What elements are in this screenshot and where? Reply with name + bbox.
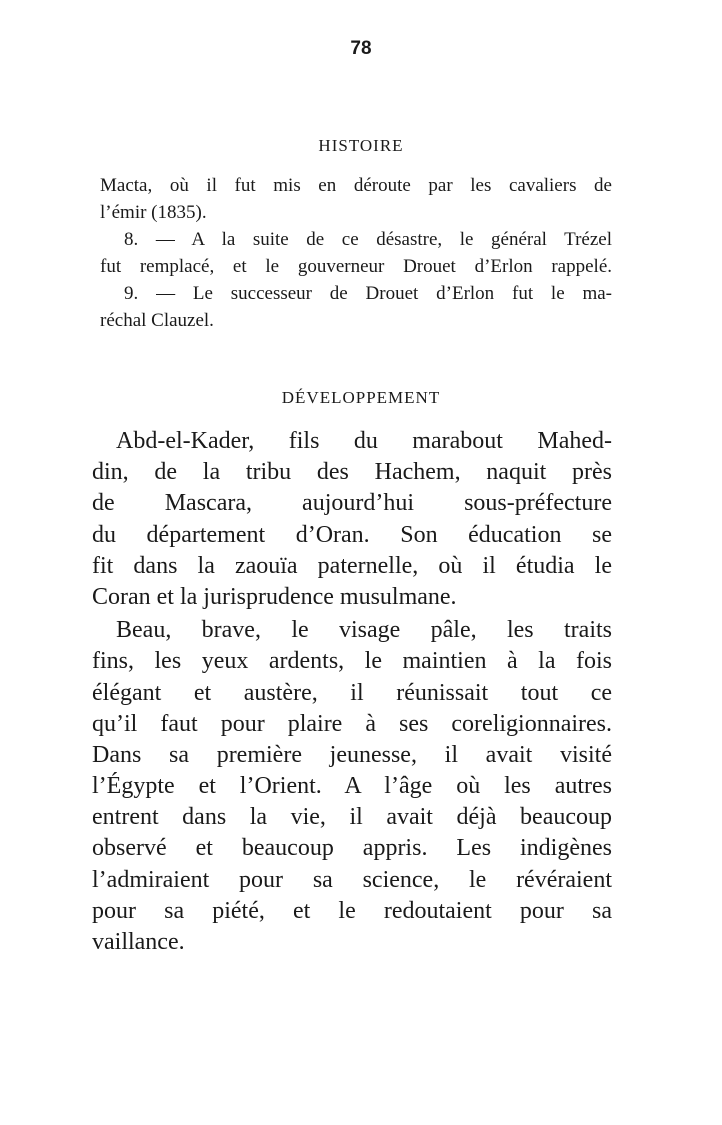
page-number: 78 xyxy=(350,38,372,59)
body-line: pour sa piété, et le redoutaient pour sa xyxy=(92,897,612,924)
body-line: fins, les yeux ardents, le maintien à la fois xyxy=(92,648,612,675)
note-line: 9. — Le successeur de Drouet d’Erlon fut le ma- xyxy=(124,283,612,304)
body-line: fit dans la zaouïa paternelle, où il étudia le xyxy=(92,552,612,579)
section-heading-histoire: HISTOIRE xyxy=(318,136,404,155)
note-line: 8. — A la suite de ce désastre, le général Trézel xyxy=(124,229,612,250)
body-line: entrent dans la vie, il avait déjà beaucoup xyxy=(92,804,612,831)
note-line: Macta, où il fut mis en déroute par les cavaliers de xyxy=(100,175,612,196)
note-line: réchal Clauzel. xyxy=(100,310,214,331)
note-line: fut remplacé, et le gouverneur Drouet d’Erlon rappelé. xyxy=(100,256,612,277)
body-line: du département d’Oran. Son éducation se xyxy=(92,521,612,548)
body-line: Coran et la jurisprudence musulmane. xyxy=(92,583,457,610)
body-line: observé et beaucoup appris. Les indigènes xyxy=(92,835,612,862)
body-line: Abd-el-Kader, fils du marabout Mahed- xyxy=(116,428,612,454)
body-line: vaillance. xyxy=(92,929,185,955)
body-line: din, de la tribu des Hachem, naquit près xyxy=(92,459,612,486)
body-line: l’admiraient pour sa science, le révéraient xyxy=(92,866,612,893)
body-line: de Mascara, aujourd’hui sous-préfecture xyxy=(92,490,612,517)
developpement-body xyxy=(92,426,612,958)
note-line: l’émir (1835). xyxy=(100,202,207,223)
body-line: Beau, brave, le visage pâle, les traits xyxy=(116,617,612,644)
paragraph xyxy=(92,615,612,958)
histoire-notes xyxy=(100,172,612,334)
body-line: qu’il faut pour plaire à ses coreligionnaires. xyxy=(92,710,612,737)
paragraph xyxy=(92,426,612,613)
body-line: l’Égypte et l’Orient. A l’âge où les autres xyxy=(92,773,612,800)
body-line: élégant et austère, il réunissait tout ce xyxy=(92,679,612,706)
section-heading-developpement: DÉVELOPPEMENT xyxy=(281,388,441,407)
body-line: Dans sa première jeunesse, il avait visité xyxy=(92,741,612,768)
